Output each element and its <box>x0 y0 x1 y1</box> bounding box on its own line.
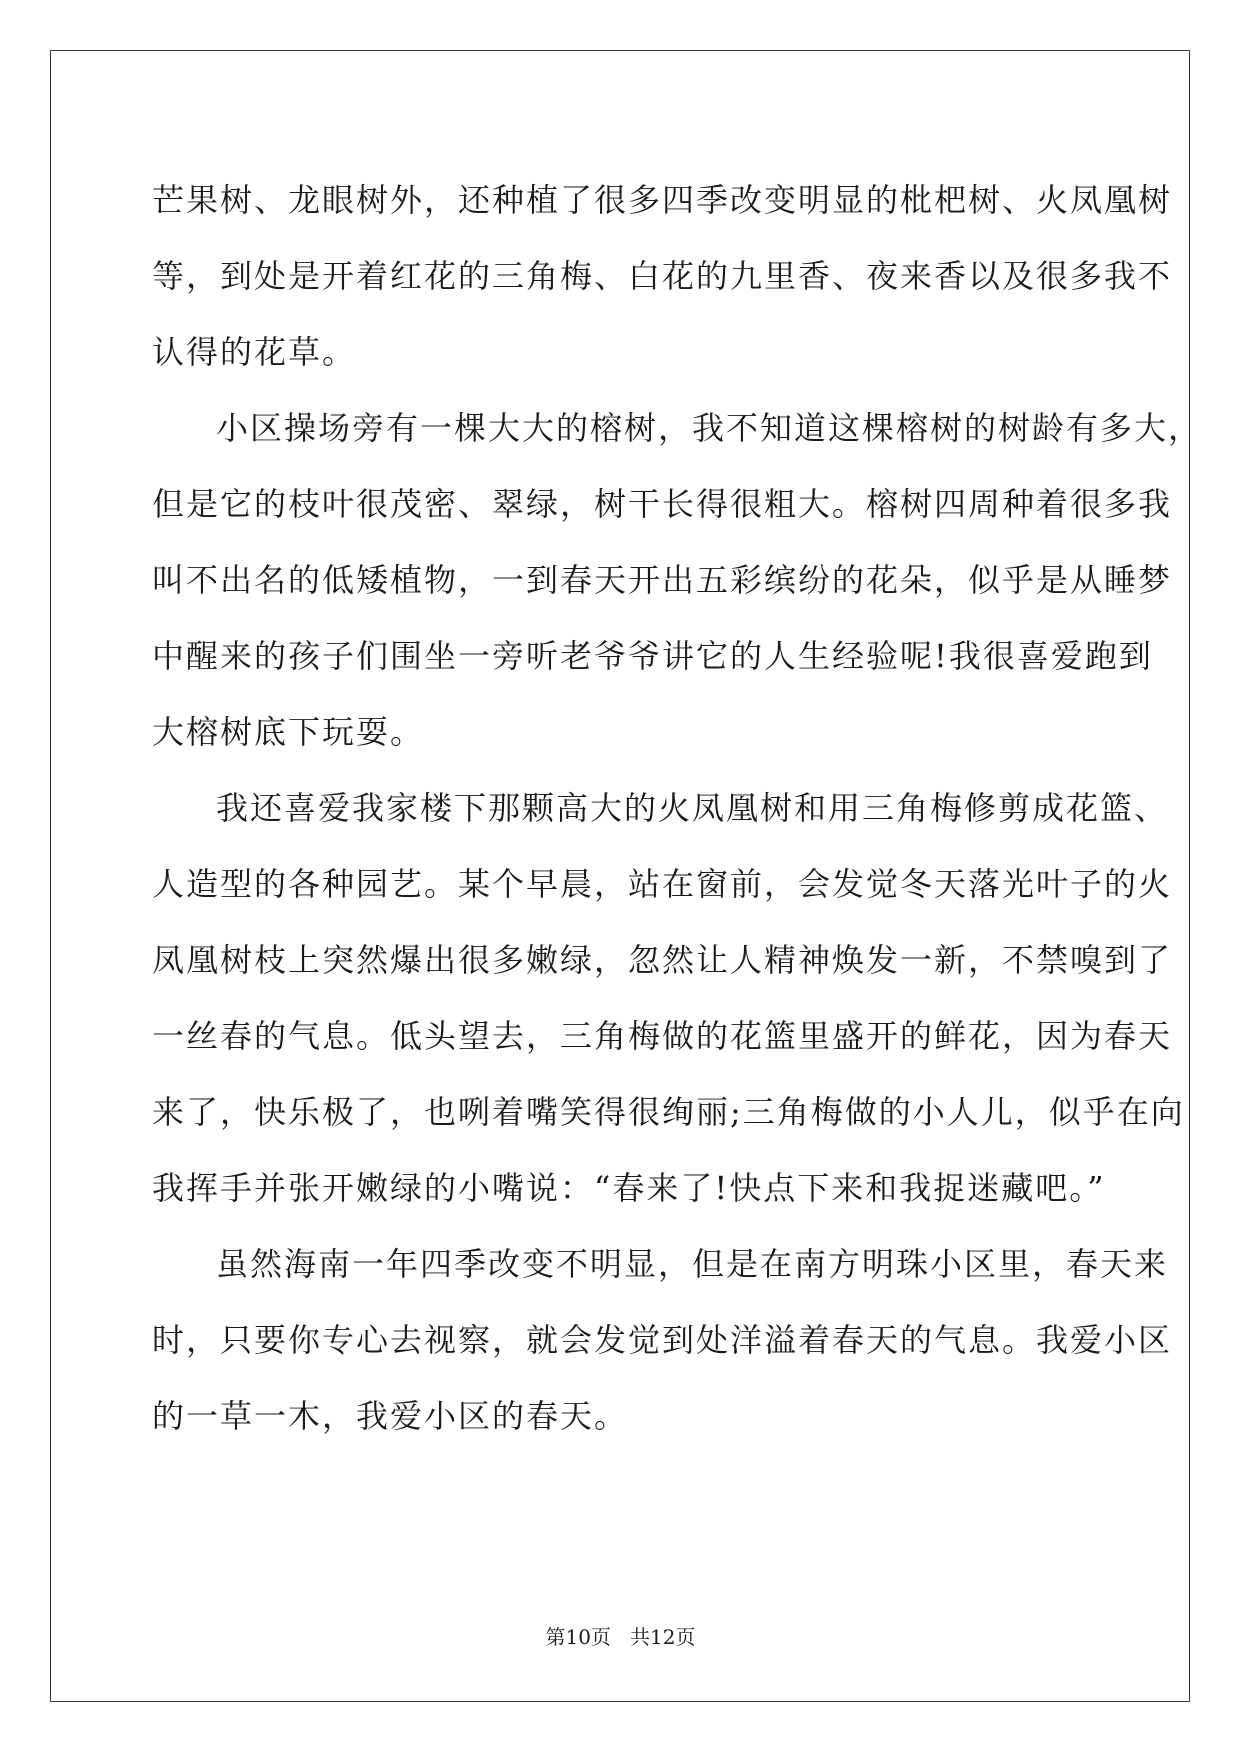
text-line: 的一草一木，我爱小区的春天。 <box>152 1397 629 1435</box>
document-body <box>152 162 1203 1454</box>
text-line: 认得的花草。 <box>152 333 357 371</box>
text-line: 人造型的各种园艺。某个早晨，站在窗前，会发觉冬天落光叶子的火 <box>152 865 1173 903</box>
text-line: 一丝春的气息。低头望去，三角梅做的花篮里盛开的鲜花，因为春天 <box>152 1017 1173 1055</box>
text-line: 来了，快乐极了，也咧着嘴笑得很绚丽;三角梅做的小人儿，似乎在向 <box>152 1093 1185 1131</box>
text-line: 中醒来的孩子们围坐一旁听老爷爷讲它的人生经验呢!我很喜爱跑到 <box>152 637 1153 675</box>
text-line: 虽然海南一年四季改变不明显，但是在南方明珠小区里，春天来 <box>216 1245 1169 1283</box>
text-line: 时，只要你专心去视察，就会发觉到处洋溢着春天的气息。我爱小区 <box>152 1321 1173 1359</box>
text-line: 但是它的枝叶很茂密、翠绿，树干长得很粗大。榕树四周种着很多我 <box>152 485 1173 523</box>
page-number-label: 第10页 共12页 <box>545 1625 696 1649</box>
text-line: 等，到处是开着红花的三角梅、白花的九里香、夜来香以及很多我不 <box>152 257 1173 295</box>
text-line: 叫不出名的低矮植物，一到春天开出五彩缤纷的花朵，似乎是从睡梦 <box>152 561 1173 599</box>
text-line: 我还喜爱我家楼下那颗高大的火凤凰树和用三角梅修剪成花篮、 <box>216 789 1169 827</box>
text-line: 小区操场旁有一棵大大的榕树，我不知道这棵榕树的树龄有多大， <box>216 409 1203 447</box>
text-line: 凤凰树枝上突然爆出很多嫩绿，忽然让人精神焕发一新，不禁嗅到了 <box>152 941 1173 979</box>
page-footer <box>0 1625 1241 1649</box>
text-line: 我挥手并张开嫩绿的小嘴说：“春来了!快点下来和我捉迷藏吧。” <box>152 1169 1106 1207</box>
text-line: 芒果树、龙眼树外，还种植了很多四季改变明显的枇杷树、火凤凰树 <box>152 181 1173 219</box>
text-line: 大榕树底下玩耍。 <box>152 713 425 751</box>
